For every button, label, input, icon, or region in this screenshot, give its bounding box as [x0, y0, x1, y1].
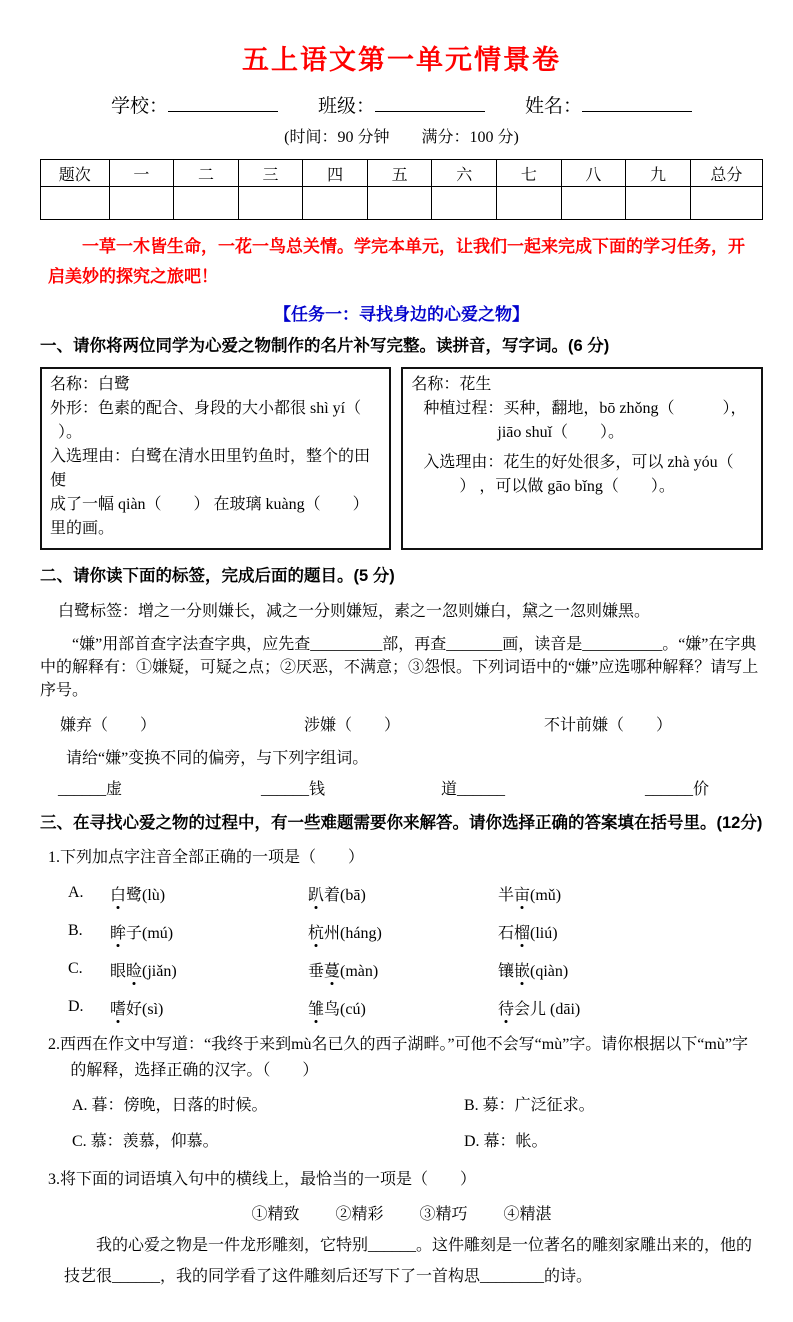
card-line: 种植过程：买种，翻地，bō zhǒng（ ）， — [423, 400, 747, 418]
q1-option-a — [68, 874, 763, 912]
name-cards — [40, 367, 763, 550]
card-line: ）。 — [58, 424, 83, 442]
score-blank-cell — [174, 187, 239, 220]
dotted-char: 趴 — [308, 882, 324, 905]
score-blank-cell — [238, 187, 303, 220]
name-label: 姓名： — [525, 96, 583, 117]
dotted-char: 蔓 — [324, 958, 340, 981]
pinyin-word: 待会儿 (dāi) — [498, 996, 763, 1019]
radical-item: ______虚 — [58, 781, 123, 799]
pinyin-word: 杭州(háng) — [308, 920, 498, 943]
q1-option-b — [68, 912, 763, 950]
score-header-cell: 二 — [174, 160, 239, 187]
dotted-char: 嗜 — [110, 996, 126, 1019]
dotted-char: 睑 — [126, 958, 142, 981]
page-title: 五上语文第一单元情景卷 — [242, 45, 561, 75]
score-header-cell: 五 — [367, 160, 432, 187]
usage-item: 不计前嫌（ ） — [544, 717, 673, 735]
q2-option-d: D. 幕：帐。 — [464, 1133, 548, 1151]
card-line: 入选理由：白鹭在清水田里钓鱼时，整个的田便 — [50, 448, 371, 490]
pinyin-word: 眼睑(jiǎn) — [110, 958, 308, 981]
option-letter: B. — [68, 922, 83, 940]
pinyin-word: 趴着(bā) — [308, 882, 498, 905]
usage-item: 涉嫌（ ） — [304, 717, 401, 735]
score-header-cell: 一 — [109, 160, 174, 187]
option-letter: A. — [68, 884, 84, 902]
score-header-cell: 三 — [238, 160, 303, 187]
pinyin-word: 白鹭(lù) — [110, 882, 308, 905]
usage-item: 嫌弃（ ） — [60, 717, 157, 735]
score-blank-cell — [367, 187, 432, 220]
q3-word-choices — [40, 1201, 763, 1224]
card-line: 名称：白鹭 — [50, 376, 131, 394]
name-blank-line — [582, 93, 692, 112]
egret-tag-line: 白鹭标签：增之一分则嫌长，减之一分则嫌短，素之一忽则嫌白，黛之一忽则嫌黑。 — [58, 602, 651, 620]
q2-option-a: A. 暮：傍晚，日落的时候。 — [72, 1096, 268, 1114]
name-field — [525, 91, 692, 118]
choice-item: ③精巧 — [419, 1205, 468, 1223]
pinyin-word: 垂蔓(màn) — [308, 958, 498, 981]
q3-text: 3.将下面的词语填入句中的横线上，最恰当的一项是（ ） — [48, 1171, 477, 1189]
card-line: 名称：花生 — [411, 376, 492, 394]
school-label: 学校： — [110, 96, 168, 117]
dotted-char: 待 — [498, 996, 514, 1019]
dotted-char: 杭 — [308, 920, 324, 943]
score-blank-cell — [626, 187, 691, 220]
pinyin-word: 石榴(liú) — [498, 920, 763, 943]
section1-heading: 一、请你将两位同学为心爱之物制作的名片补写完整。读拼音，写字词。(6 分) — [40, 336, 610, 355]
section3-heading: 三、在寻找心爱之物的过程中，有一些难题需要你来解答。请你选择正确的答案填在括号里。(12分) — [40, 814, 763, 833]
dotted-char: 雏 — [308, 996, 324, 1019]
q1-option-d — [68, 988, 763, 1026]
choice-item: ①精致 — [251, 1205, 300, 1223]
card-line: jiāo shuǐ（ ）。 — [497, 424, 625, 442]
card-line: 外形：色素的配合、身段的大小都很 shì yí（ — [50, 400, 362, 418]
score-blank-cell — [561, 187, 626, 220]
option-letter: C. — [68, 960, 83, 978]
q2-options — [72, 1088, 763, 1162]
dotted-char: 嵌 — [514, 958, 530, 981]
xian-usage-row — [60, 712, 763, 735]
student-info-row — [40, 91, 763, 118]
radical-item: ______价 — [645, 781, 710, 799]
radical-word-row — [58, 776, 763, 799]
option-letter: D. — [68, 998, 84, 1016]
dotted-char: 白 — [110, 882, 126, 905]
score-header-cell: 总分 — [690, 160, 762, 187]
dictionary-lookup-question: “嫌”用部首查字法查字典，应先查_________部，再查_______画，读音是__________。“嫌”在字典中的解释有：①嫌疑，可疑之点；②厌恶，不满意；③怨恨。下列词语中的“嫌”应选哪种解释？请写上序号。 — [40, 635, 759, 699]
score-blank-cell — [41, 187, 110, 220]
exam-meta: (时间：90 分钟 满分：100 分) — [284, 129, 519, 146]
radical-item: ______钱 — [261, 781, 326, 799]
class-field — [318, 91, 485, 118]
pinyin-word: 半亩(mǔ) — [498, 882, 763, 905]
card-line: 成了一幅 qiàn（ ） 在玻璃 kuàng（ ）里的画。 — [50, 496, 369, 538]
score-header-cell: 六 — [432, 160, 497, 187]
card-peanut — [401, 367, 763, 550]
radical-item: 道______ — [441, 781, 506, 799]
q2-option-c: C. 慕：羡慕，仰慕。 — [72, 1133, 219, 1151]
score-blank-cell — [690, 187, 762, 220]
q3-fill-paragraph: 我的心爱之物是一件龙形雕刻，它特别______。这件雕刻是一位著名的雕刻家雕出来的，他的技艺很______，我的同学看了这件雕刻后还写下了一首构思________的诗。 — [64, 1236, 753, 1285]
pinyin-word: 嗜好(sì) — [110, 996, 308, 1019]
q1-options — [68, 874, 763, 1026]
score-table — [40, 159, 763, 220]
card-egret — [40, 367, 391, 550]
task1-header: 【任务一：寻找身边的心爱之物】 — [274, 304, 529, 324]
choice-item: ④精湛 — [503, 1205, 552, 1223]
school-field — [111, 91, 278, 118]
score-table-blank-row — [41, 187, 763, 220]
dotted-char: 榴 — [514, 920, 530, 943]
pinyin-word: 镶嵌(qiàn) — [498, 958, 763, 981]
class-label: 班级： — [317, 96, 375, 117]
score-blank-cell — [109, 187, 174, 220]
card-line: 入选理由：花生的好处很多，可以 zhà yóu（ — [423, 454, 734, 472]
q1-text: 1.下列加点字注音全部正确的一项是（ ） — [48, 848, 365, 866]
intro-text: 一草一木皆生命，一花一鸟总关情。学完本单元，让我们一起来完成下面的学习任务，开启美妙的探究之旅吧！ — [48, 237, 745, 286]
class-blank-line — [375, 93, 485, 112]
school-blank-line — [168, 93, 278, 112]
radical-instruction: 请给“嫌”变换不同的偏旁，与下列字组词。 — [66, 750, 369, 768]
score-blank-cell — [497, 187, 562, 220]
score-header-cell: 八 — [561, 160, 626, 187]
q1-option-c — [68, 950, 763, 988]
score-table-header-row — [41, 160, 763, 187]
score-blank-cell — [432, 187, 497, 220]
pinyin-word: 雏鸟(cú) — [308, 996, 498, 1019]
q2-option-b: B. 募：广泛征求。 — [464, 1096, 595, 1114]
score-blank-cell — [303, 187, 368, 220]
score-header-cell: 题次 — [41, 160, 110, 187]
dotted-char: 眸 — [110, 920, 126, 943]
section2-heading: 二、请你读下面的标签，完成后面的题目。(5 分) — [40, 567, 395, 586]
pinyin-word: 眸子(mú) — [110, 920, 308, 943]
score-header-cell: 九 — [626, 160, 691, 187]
score-header-cell: 七 — [497, 160, 562, 187]
dotted-char: 亩 — [514, 882, 530, 905]
q2-text: 2.西西在作文中写道：“我终于来到mù名已久的西子湖畔。”可他不会写“mù”字。请你根据以下“mù”字的解释，选择正确的汉字。（ ） — [48, 1036, 748, 1079]
score-header-cell: 四 — [303, 160, 368, 187]
choice-item: ②精彩 — [335, 1205, 384, 1223]
card-line: ） ，可以做 gāo bǐng（ ）。 — [459, 478, 675, 496]
